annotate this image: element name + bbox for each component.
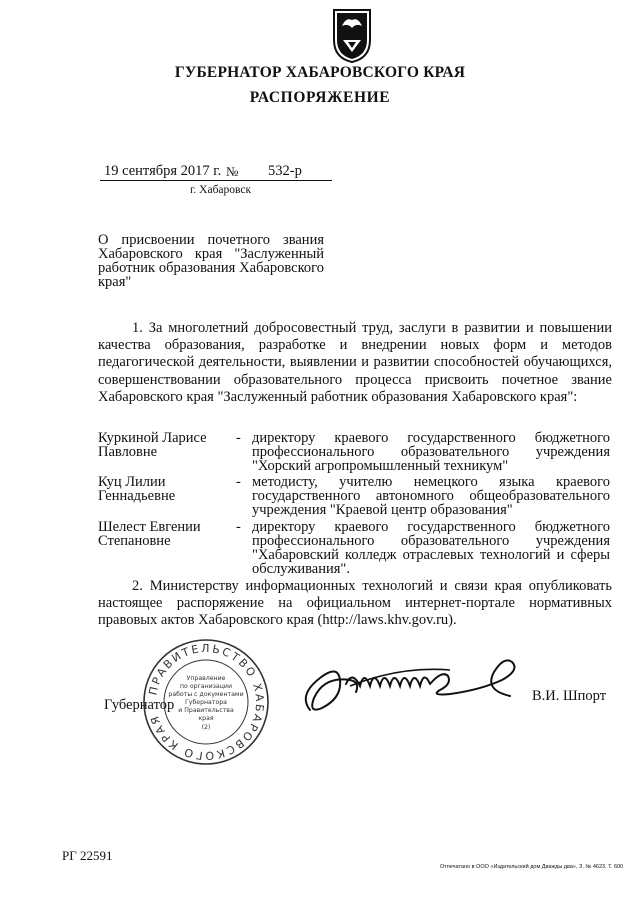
awardee-dash: - — [236, 430, 241, 446]
awardee-name: Шелест Евгении Степановне — [98, 519, 201, 549]
svg-text:и Правительства: и Правительства — [178, 707, 234, 714]
svg-text:по организации: по организации — [180, 683, 232, 690]
handwritten-signature — [280, 640, 530, 720]
svg-text:края: края — [198, 715, 214, 722]
svg-text:(2): (2) — [201, 724, 211, 731]
coat-of-arms-emblem — [330, 8, 374, 64]
paragraph-1: 1. За многолетний добросовестный труд, заслуги в развитии и повышении качества образования, разработке и внедрении новых форм и методов педагогической деятельности, выявлении и развитии способностей обучающихся, совершенствовании образовательного процесса присвоить почетное звание Хабаровского края "Заслуженный работник образования Хабаровского края": — [98, 320, 612, 405]
svg-text:Управление: Управление — [186, 675, 226, 682]
awardee-position: директору краевого государственного бюджетного профессионального образовательного учреждения "Хабаровский колледж отраслевых технологий и сферы обслуживания". — [252, 519, 610, 577]
document-date: 19 сентября 2017 г. — [104, 163, 222, 179]
awardee-position: методисту, учителю немецкого языка краевого государственного автономного общеобразовательного учреждения "Краевой центр образования" — [252, 474, 610, 518]
signatory-name: В.И. Шпорт — [532, 688, 607, 704]
svg-text:ПРАВИТЕЛЬСТВО ХАБАРОВСКОГО КРА: ПРАВИТЕЛЬСТВО ХАБАРОВСКОГО КРАЯ — [146, 641, 267, 763]
document-number: 532-р — [268, 163, 302, 179]
awardee-name: Куркиной Ларисе Павловне — [98, 430, 207, 460]
document-subject: О присвоении почетного звания Хабаровского края "Заслуженный работник образования Хабаровского края" — [98, 232, 324, 290]
svg-text:Губернатора: Губернатора — [185, 699, 227, 706]
signatory-title: Губернатор — [104, 697, 175, 713]
awardee-dash: - — [236, 474, 241, 490]
paragraph-2: 2. Министерству информационных технологий и связи края опубликовать настоящее распоряжение на официальном интернет-портале нормативных правовых актов Хабаровского края (http://laws.khv.gov.ru). — [98, 578, 612, 629]
document-type-title: РАСПОРЯЖЕНИЕ — [249, 89, 391, 106]
awardee-position: директору краевого государственного бюджетного профессионального образовательного учреждения "Хорский агропромышленный техникум" — [252, 430, 610, 474]
number-sign: № — [226, 164, 239, 179]
svg-text:работы с документами: работы с документами — [168, 691, 244, 698]
awardee-dash: - — [236, 519, 241, 535]
printer-note: Отпечатано в ООО «Издательский дом Дважды два», З. № 4623. Т. 600 — [440, 864, 624, 870]
awardee-name: Куц Лилии Геннадьевне — [98, 474, 176, 504]
document-city: г. Хабаровск — [190, 184, 252, 196]
date-underline — [100, 180, 332, 181]
registration-number: РГ 22591 — [62, 848, 113, 863]
document-header-title: ГУБЕРНАТОР ХАБАРОВСКОГО КРАЯ — [174, 64, 466, 81]
